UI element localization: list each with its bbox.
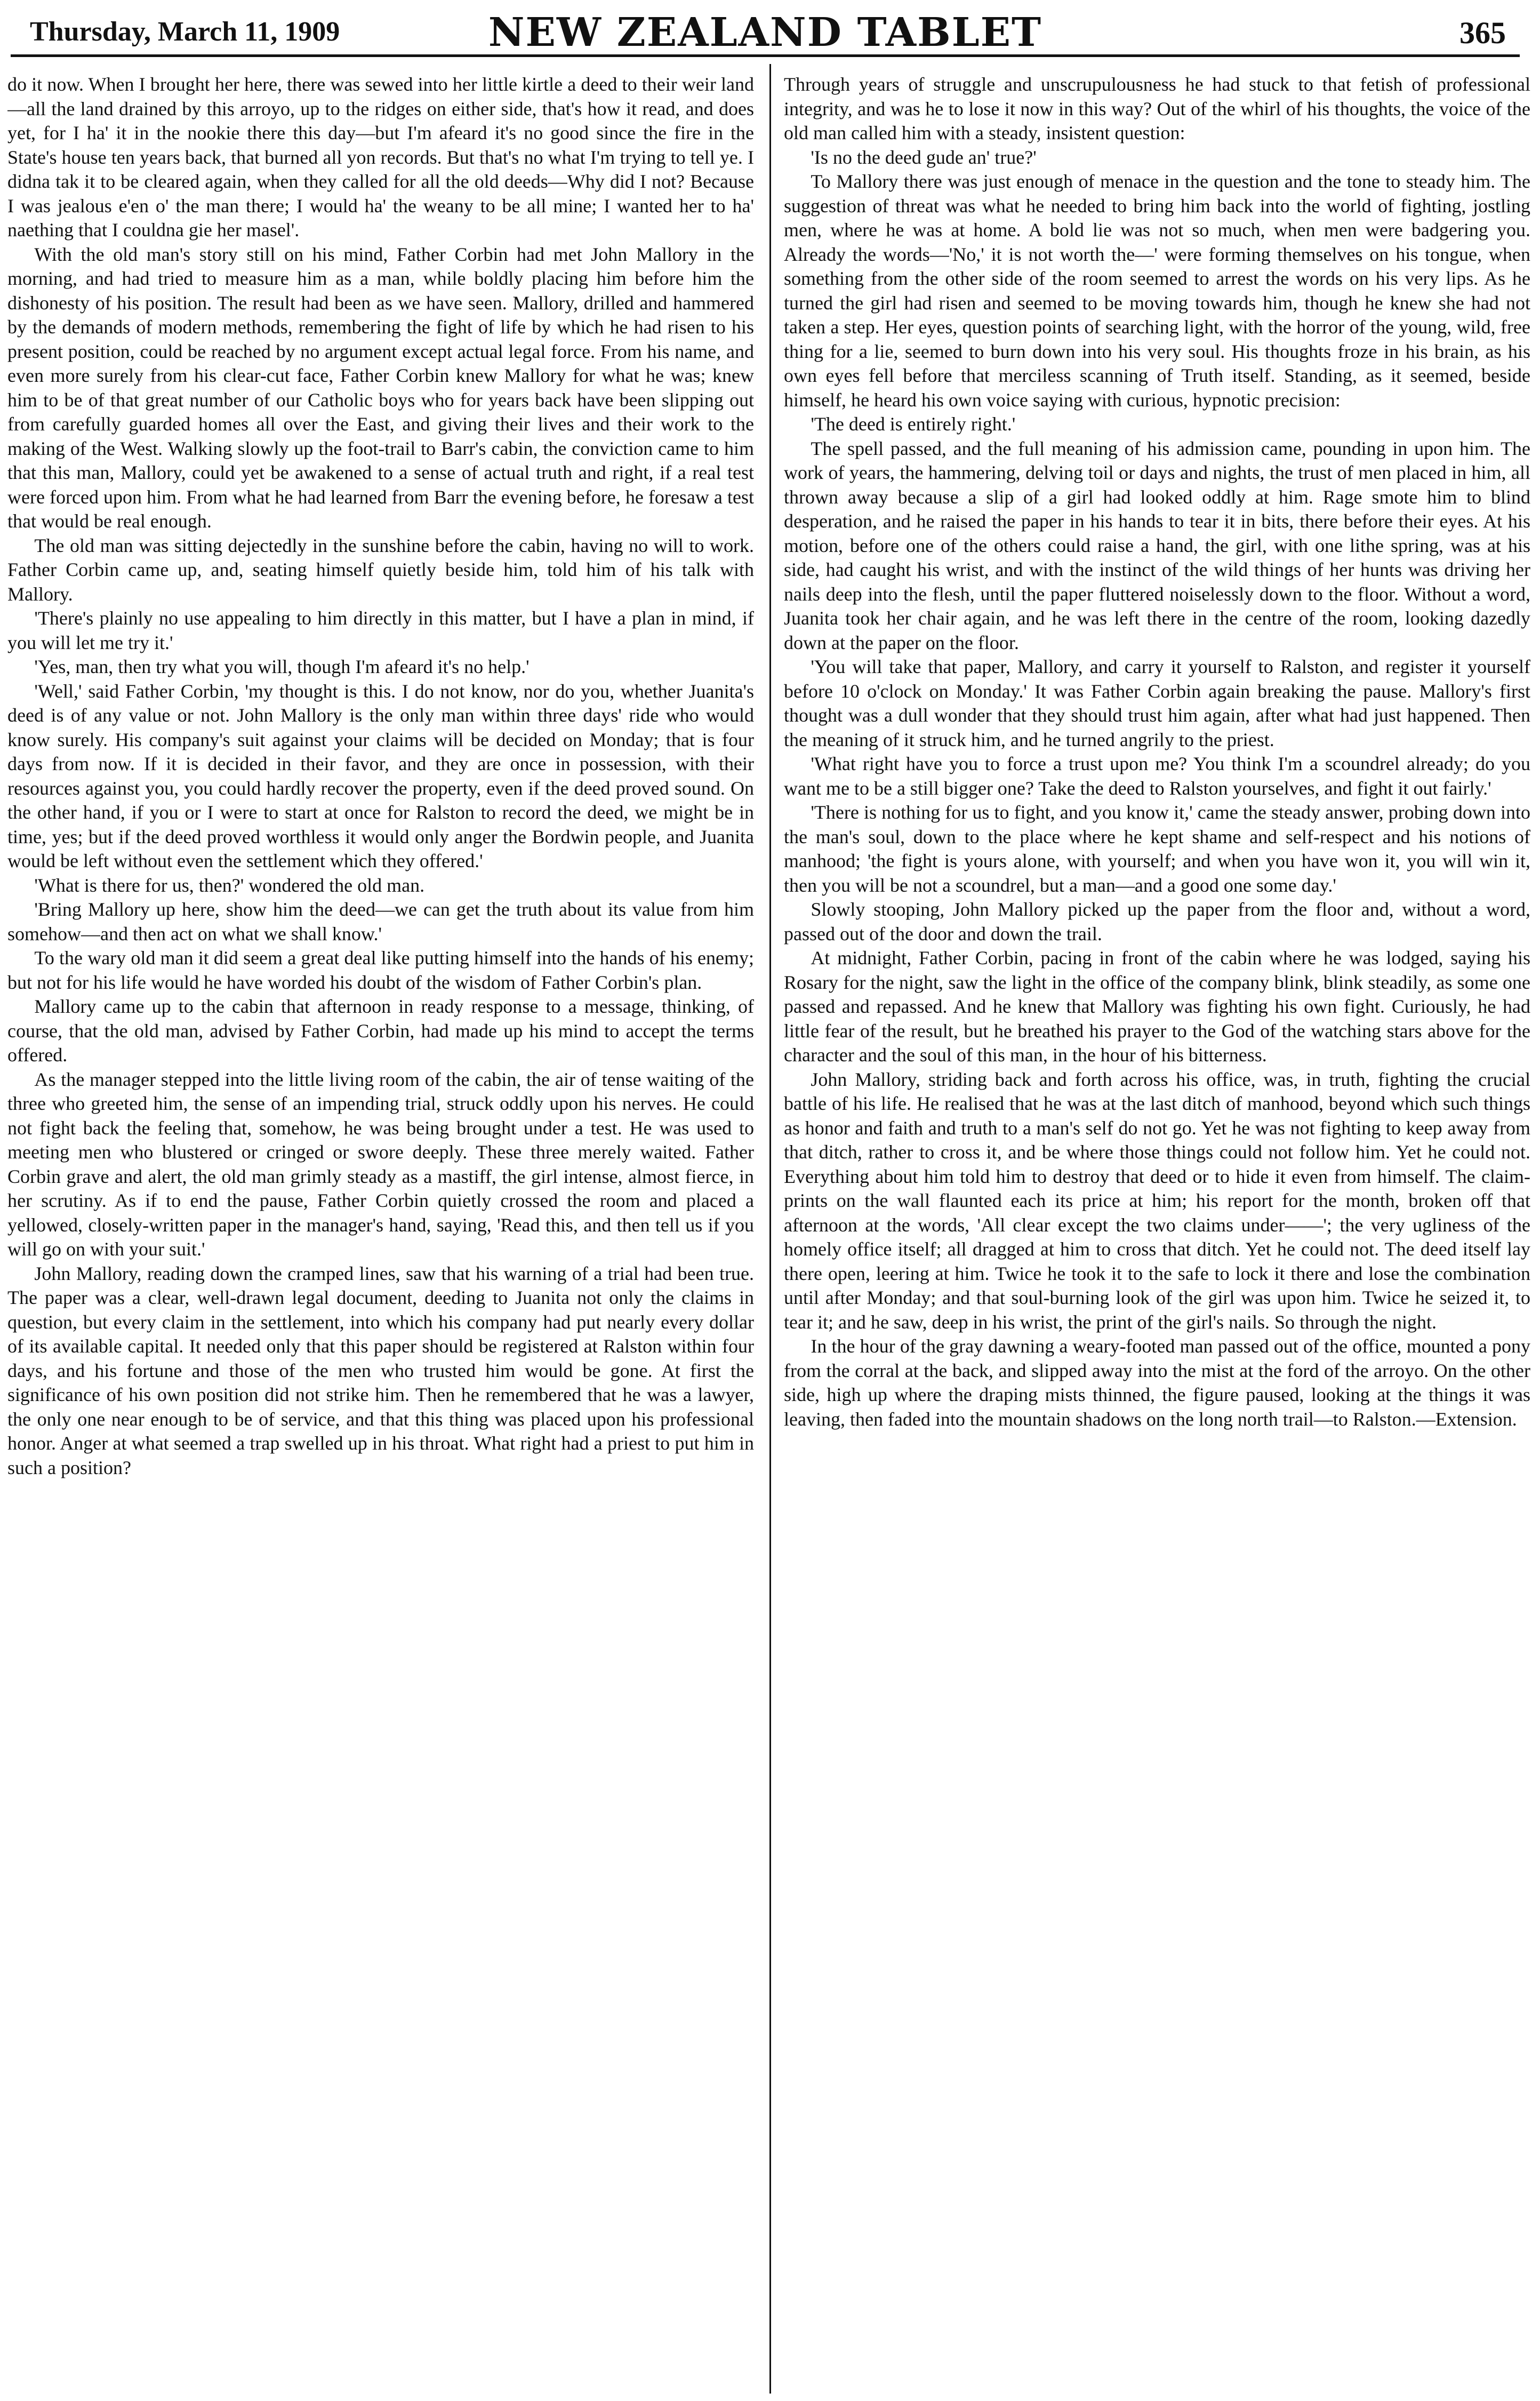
- paragraph: 'What right have you to force a trust upon me? You think I'm a scoundrel already; do you want me to be a still bigger one? Take the deed to Ralston yourselves, and fight it out fairly.': [784, 753, 1530, 799]
- paragraph: Slowly stooping, John Mallory picked up the paper from the floor and, without a word, passed out of the door and down the trail.: [784, 899, 1530, 945]
- paragraph: With the old man's story still on his mind, Father Corbin had met John Mallory in the morning, and had tried to measure him as a man, while boldly placing him before him the dishonesty of his position. The result had been as we have seen. Mallory, drilled and hammered by the demands of modern methods, remembering the fight of life by which he had risen to his present position, could be reached by no argument except actual legal force. From his name, and even more surely from his clear-cut face, Father Corbin knew Mallory for what he was; knew him to be of that great number of our Catholic boys who for years back have been slipping out from carefully guarded homes all over the East, and giving their lives and their work to the making of the West. Walking slowly up the foot-trail to Barr's cabin, the conviction came to him that this man, Mallory, could yet be awakened to a sense of actual truth and right, if a real test were forced upon him. From what he had learned from Barr the evening before, he foresaw a test that would be real enough.: [7, 243, 754, 532]
- paragraph: 'You will take that paper, Mallory, and carry it yourself to Ralston, and register it yourself before 10 o'clock on Monday.' It was Father Corbin again breaking the pause. Mallory's first thought was a dull wonder that they should trust him again, after what had just happened. Then the meaning of it struck him, and he turned angrily to the priest.: [784, 656, 1530, 750]
- paragraph: 'Is no the deed gude an' true?': [811, 146, 1037, 168]
- paragraph: 'The deed is entirely right.': [811, 413, 1016, 435]
- paragraph: Mallory came up to the cabin that afternoon in ready response to a message, thinking, of course, that the old man, advised by Father Corbin, had made up his mind to accept the terms offered.: [7, 996, 754, 1066]
- paragraph: 'There's plainly no use appealing to him directly in this matter, but I have a plan in mind, if you will let me try it.': [7, 607, 754, 653]
- right-column: [784, 73, 1530, 2394]
- paragraph: 'What is there for us, then?' wondered the old man.: [34, 874, 425, 896]
- paragraph: 'Bring Mallory up here, show him the deed—we can get the truth about its value from him somehow—and then act on what we shall know.': [7, 899, 754, 945]
- left-column: [7, 73, 754, 2394]
- paragraph: To the wary old man it did seem a great deal like putting himself into the hands of his enemy; but not for his life would he have worded his doubt of the wisdom of Father Corbin's plan.: [7, 947, 754, 993]
- paragraph: As the manager stepped into the little living room of the cabin, the air of tense waiting of the three who greeted him, the sense of an impending trial, struck oddly upon his nerves. He could not fight back the feeling that, somehow, he was being brought under a test. He was used to meeting men who blustered or cringed or swore deeply. These three merely waited. Father Corbin grave and alert, the old man grimly steady as a mastiff, the girl intense, almost fierce, in her scrutiny. As if to end the pause, Father Corbin quietly crossed the room and placed a yellowed, closely-written paper in the manager's hand, saying, 'Read this, and then tell us if you will go on with your suit.': [7, 1068, 754, 1260]
- paragraph: 'Yes, man, then try what you will, though I'm afeard it's no help.': [34, 656, 530, 677]
- paragraph: John Mallory, reading down the cramped lines, saw that his warning of a trial had been true. The paper was a clear, well-drawn legal document, deeding to Juanita not only the claims in question, but every claim in the settlement, into which his company had put nearly every dollar of its available capital. It needed only that this paper should be registered at Ralston within four days, and his fortune and those of the men who trusted him would be gone. At first the significance of his own position did not strike him. Then he remembered that he was a lawyer, the only one near enough to be of service, and that this thing was placed upon his professional honor. Anger at what seemed a trap swelled up in his throat. What right had a priest to put him in such a position?: [7, 1262, 754, 1478]
- paragraph: Through years of struggle and unscrupulousness he had stuck to that fetish of professional integrity, and was he to lose it now in this way? Out of the whirl of his thoughts, the voice of the old man called him with a steady, insistent question:: [784, 74, 1530, 143]
- paragraph: 'Well,' said Father Corbin, 'my thought is this. I do not know, nor do you, whether Juanita's deed is of any value or not. John Mallory is the only man within three days' ride who would know surely. His company's suit against your claims will be decided on Monday; that is four days from now. If it is decided in their favor, and they are once in possession, with their resources against you, you could hardly recover the property, even if the deed proved sound. On the other hand, if you or I were to start at once for Ralston to record the deed, we might be in time, yes; but if the deed proved worthless it would only anger the Bordwin people, and Juanita would be left without even the settlement which they offered.': [7, 680, 754, 871]
- page-number: 365: [1459, 15, 1506, 50]
- paragraph: do it now. When I brought her here, there was sewed into her little kirtle a deed to their weir land—all the land drained by this arroyo, up to the ridges on either side, that's how it read, and does yet, for I ha' it in the nookie there this day—but I'm afeard it's no good since the fire in the State's house ten years back, that burned all yon records. But that's no what I'm trying to tell ye. I didna tak it to be cleared again, when they called for all the old deeds—Why did I not? Because I was jealous e'en o' the man there; I would ha' the weany to be all mine; I wanted her to ha' naething that I couldna gie her masel'.: [7, 74, 754, 241]
- paragraph: 'There is nothing for us to fight, and you know it,' came the steady answer, probing down into the man's soul, down to the place where he kept shame and self-respect and his notions of manhood; 'the fight is yours alone, with yourself; and when you have won it, you will win it, then you will be not a scoundrel, but a man—and a good one some day.': [784, 802, 1530, 896]
- paragraph: The spell passed, and the full meaning of his admission came, pounding in upon him. The work of years, the hammering, delving toil or days and nights, the trust of men placed in him, all thrown away because a slip of a girl had looked oddly at him. Rage smote him to blind desperation, and he raised the paper in his hands to tear it in bits, there before their eyes. At his motion, before one of the others could raise a hand, the girl, with one lithe spring, was at his side, had caught his wrist, and with the instinct of the wild things of her hunts was driving her nails deep into the flesh, until the paper fluttered noiselessly down to the floor. Without a word, Juanita took her chair again, and he was left there in the centre of the room, looking dazedly down at the paper on the floor.: [784, 437, 1530, 653]
- paragraph: In the hour of the gray dawning a weary-footed man passed out of the office, mounted a pony from the corral at the back, and slipped away into the mist at the ford of the arroyo. On the other side, high up where the draping mists thinned, the figure paused, looking at the things it was leaving, then faded into the mountain shadows on the long north trail—to Ralston.—Extension.: [784, 1335, 1530, 1430]
- masthead-title: NEW ZEALAND TABLET: [488, 10, 1042, 55]
- column-divider: [769, 64, 771, 2394]
- page-header: [11, 7, 1520, 57]
- paragraph: To Mallory there was just enough of menace in the question and the tone to steady him. The suggestion of threat was what he needed to bring him back into the world of fighting, jostling men, where he was at home. A bold lie was not so much, when men were badgering you. Already the words—'No,' it is not worth the—' were forming themselves on his tongue, when something from the other side of the room seemed to arrest the words on his very lips. As he turned the girl had risen and seemed to be moving towards him, though he knew she had not taken a step. Her eyes, question points of searching light, with the horror of the young, wild, free thing for a lie, seemed to burn down into his very soul. His thoughts froze in his brain, as his own eyes fell before that merciless scanning of Truth itself. Standing, as it seemed, beside himself, he heard his own voice saying with curious, hypnotic precision:: [784, 171, 1530, 411]
- paragraph: The old man was sitting dejectedly in the sunshine before the cabin, having no will to work. Father Corbin came up, and, seating himself quietly beside him, told him of his talk with Mallory.: [7, 534, 754, 605]
- header-date: Thursday, March 11, 1909: [30, 17, 340, 47]
- paragraph: John Mallory, striding back and forth across his office, was, in truth, fighting the crucial battle of his life. He realised that he was at the last ditch of manhood, beyond which such things as honor and faith and truth to a man's self do not go. Yet he was not fighting to keep away from that ditch, rather to cross it, and be where those things could not follow him. Yet he could not. Everything about him told him to destroy that deed or to hide it even from himself. The claim-prints on the wall flaunted each its price at him; his report for the month, broken off that afternoon at the words, 'All clear except the two claims under——'; the very ugliness of the homely office itself; all dragged at him to cross that ditch. Yet he could not. The deed itself lay there open, leering at him. Twice he took it to the safe to lock it there and lose the combination until after Monday; and that soul-burning look of the girl was upon him. Twice he seized it, to tear it; and he saw, deep in his wrist, the print of the girl's nails. So through the night.: [784, 1068, 1530, 1333]
- paragraph: At midnight, Father Corbin, pacing in front of the cabin where he was lodged, saying his Rosary for the night, saw the light in the office of the company blink, blink steadily, as some one passed and repassed. And he knew that Mallory was fighting his own fight. Curiously, he had little fear of the result, but he breathed his prayer to the God of the watching stars above for the character and the soul of this man, in the hour of his bitterness.: [784, 947, 1530, 1066]
